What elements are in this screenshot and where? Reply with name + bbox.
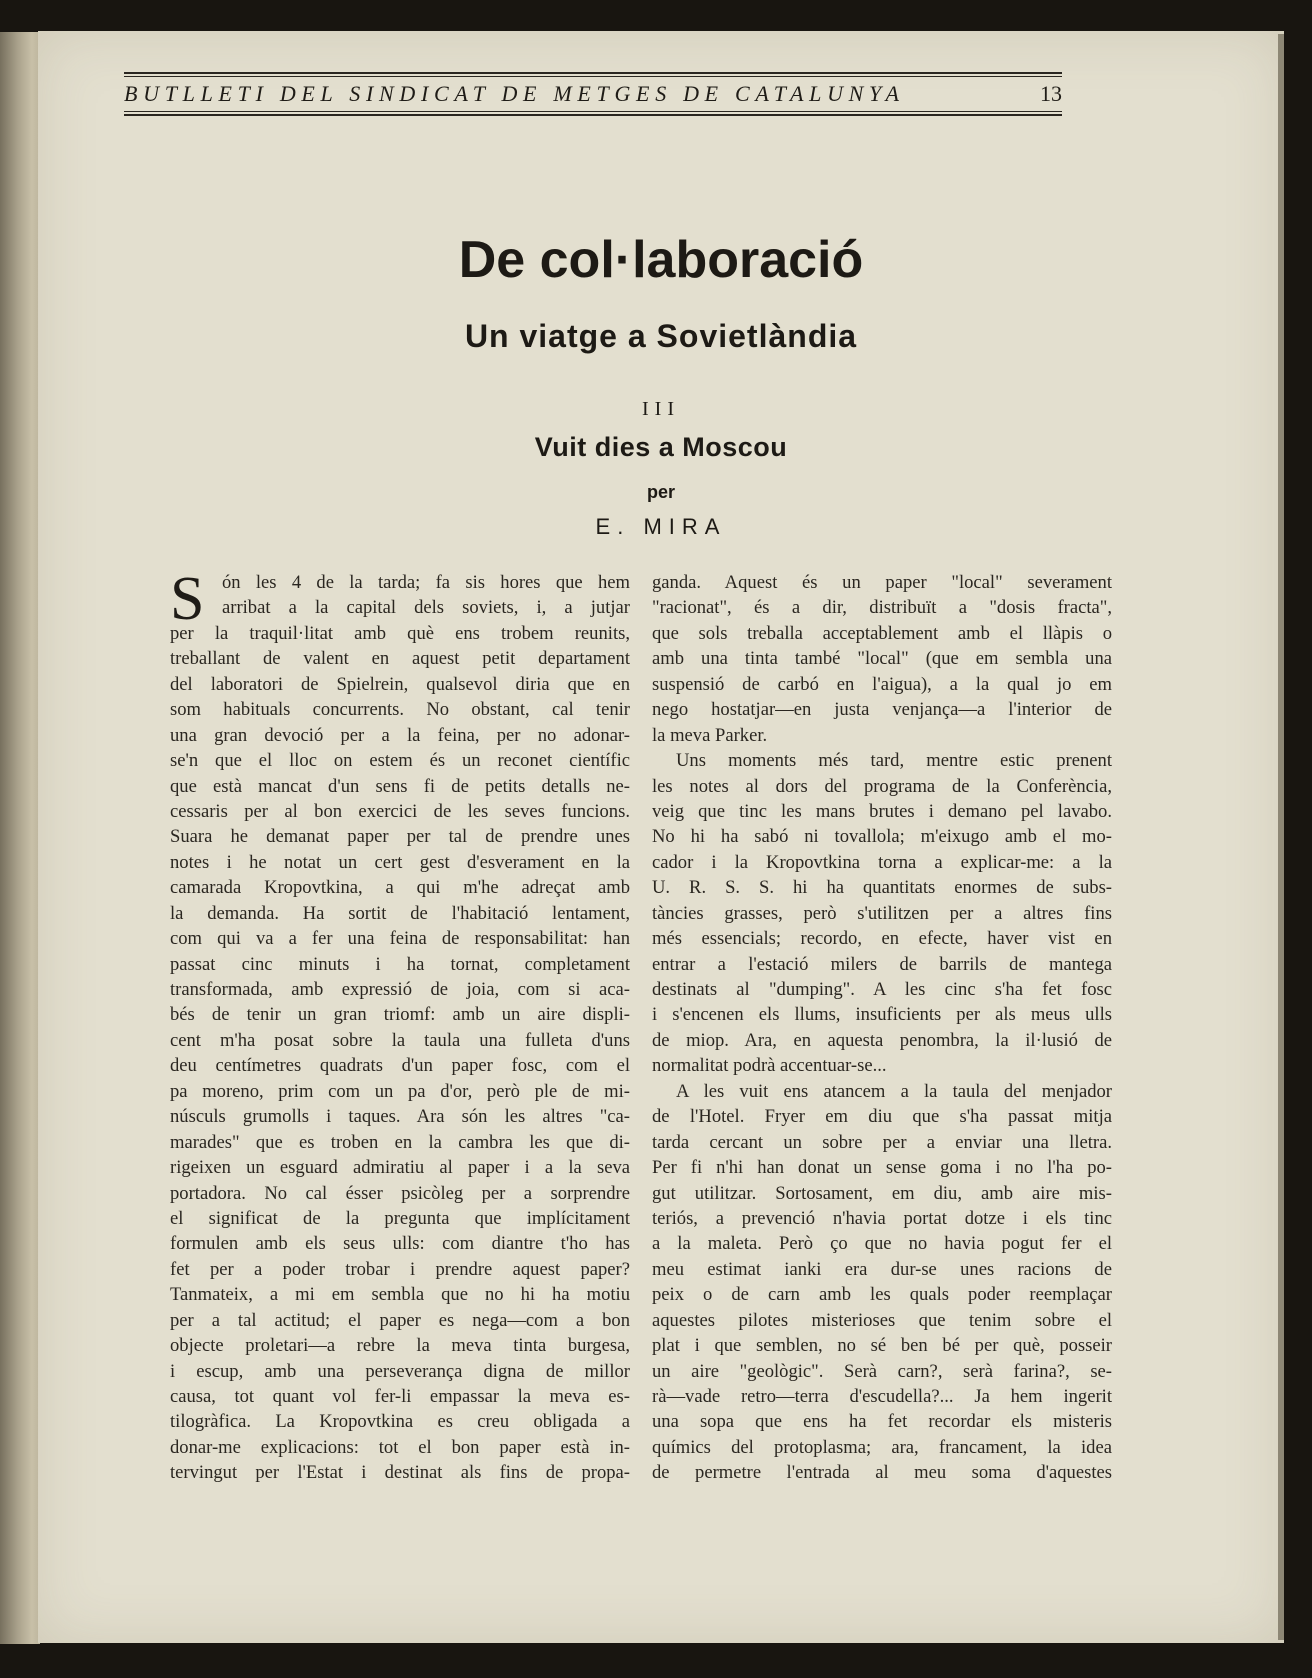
text-line: cessaris per al bon exercici de les seves funcions. xyxy=(170,800,630,822)
text-line: un aire "geològic". Serà carn?, serà farina?, se- xyxy=(652,1360,1112,1382)
text-line: portadora. No cal ésser psicòleg per a sorprendre xyxy=(170,1182,630,1204)
text-line: meu estimat ianki era dur-se unes racions de xyxy=(652,1258,1112,1280)
text-line: transformada, amb expressió de joia, com si aca- xyxy=(170,979,630,1000)
text-line: se'n que el lloc on estem és un reconet científic xyxy=(170,750,630,772)
part-number: III xyxy=(642,398,680,420)
text-line: veig que tinc les mans brutes i demano pel lavabo. xyxy=(652,800,1112,822)
drop-cap: S xyxy=(170,565,205,633)
text-line: bés de tenir un gran triomf: amb un aire displi- xyxy=(170,1004,630,1026)
text-line: la demanda. Ha sortit de l'habitació lentament, xyxy=(170,902,630,924)
text-line: amb una tinta també "local" (que em sembla una xyxy=(652,648,1112,670)
text-line: ón les 4 de la tarda; fa sis hores que hem xyxy=(222,572,630,593)
running-header xyxy=(124,72,1062,116)
text-line: cador i la Kropovtkina torna a explicar-me: a la xyxy=(652,851,1112,873)
text-line: "racionat", és a dir, distribuït a "dosis fracta", xyxy=(652,597,1112,619)
text-line: A les vuit ens atancem a la taula del menjador xyxy=(676,1080,1112,1102)
text-line: som habituals concurrents. No obstant, cal tenir xyxy=(170,699,630,721)
text-line: Per fi n'hi han donat un sense goma i no l'ha po- xyxy=(652,1157,1112,1179)
text-line: Uns moments més tard, mentre estic prenent xyxy=(676,750,1112,772)
text-line: U. R. S. S. hi ha quantitats enormes de subs- xyxy=(652,877,1112,899)
text-line: tilogràfica. La Kropovtkina es creu obligada a xyxy=(170,1411,630,1433)
text-line: rigeixen un esguard admiratiu al paper i a la seva xyxy=(170,1157,630,1179)
text-line: plat i que semblen, no sé ben bé per què, posseir xyxy=(652,1335,1112,1357)
text-line: una sopa que ens ha fet recordar els misteris xyxy=(652,1411,1112,1433)
text-line: més essencials; recordo, en efecte, haver vist en xyxy=(652,928,1112,950)
text-line: arribat a la capital dels soviets, i, a jutjar xyxy=(222,597,630,619)
part-title: Vuit dies a Moscou xyxy=(534,432,788,462)
text-line: aquestes pilotes misterioses que tenim sobre el xyxy=(652,1309,1112,1331)
text-line: entrar a l'estació milers de barrils de mantega xyxy=(652,953,1112,975)
text-line: nego hostatjar—en justa venjança—a l'interior de xyxy=(652,699,1112,721)
text-line: gut utilitzar. Sortosament, em diu, amb aire mis- xyxy=(652,1182,1112,1204)
text-line: ganda. Aquest és un paper "local" severament xyxy=(652,572,1112,593)
text-line: destinats al "dumping". A les cinc s'ha fet fosc xyxy=(652,979,1112,1000)
text-line: les notes al dors del programa de la Conferència, xyxy=(652,775,1112,797)
text-line: causa, tot quant vol fer-li empassar la meva es- xyxy=(170,1386,630,1407)
header-bottom-rule xyxy=(124,114,1062,116)
text-line: normalitat podrà accentuar-se... xyxy=(652,1055,887,1077)
text-line: de l'Hotel. Fryer em diu que s'ha passat mitja xyxy=(652,1106,1112,1128)
text-line: de permetre l'entrada al meu soma d'aquestes xyxy=(652,1462,1112,1484)
text-line: suspensió de carbó en l'aigua), a la qual jo em xyxy=(652,673,1112,695)
text-line: tarda cercant un sobre per a enviar una lletra. xyxy=(652,1131,1112,1153)
text-line: químics del protoplasma; ara, francament, la idea xyxy=(652,1436,1112,1458)
running-head: BUTLLETI DEL SINDICAT DE METGES DE CATALUNYA xyxy=(124,81,905,106)
text-line: fet per a poder trobar i prendre aquest paper? xyxy=(170,1258,630,1280)
text-line: de miop. Ara, en aquesta penombra, la il·lusió de xyxy=(652,1029,1112,1051)
text-line: objecte proletari—a rebre la meva tinta burgesa, xyxy=(170,1335,630,1357)
text-line: Suara he demanat paper per tal de prendre unes xyxy=(170,826,630,848)
text-line: No hi ha sabó ni tovallola; m'eixugo amb el mo- xyxy=(652,826,1112,848)
text-line: del laboratori de Spielrein, qualsevol diria que en xyxy=(170,673,630,695)
text-column-right xyxy=(652,570,1112,1486)
author-name: E. MIRA xyxy=(595,514,727,539)
text-line: per a tal actitud; el paper es nega—com a bon xyxy=(170,1309,630,1331)
text-line: teriós, a prevenció n'havia portat dotze i els tinc xyxy=(652,1207,1112,1229)
text-line: i s'encenen els llums, insuficients per als meus ulls xyxy=(652,1004,1112,1026)
text-line: una gran devoció per a la feina, per no adonar- xyxy=(170,724,630,746)
article-title: Un viatge a Sovietlàndia xyxy=(464,318,858,354)
text-line: treballant de valent en aquest petit departament xyxy=(170,648,630,670)
text-line: Tanmateix, a mi em sembla que no hi ha motiu xyxy=(170,1284,630,1306)
book-spine xyxy=(0,32,40,1644)
text-line: camarada Kropovtkina, a qui m'he adreçat amb xyxy=(170,877,630,899)
text-line: per la traquil·litat amb què ens trobem reunits, xyxy=(170,622,630,644)
text-line: núsculs grumolls i taques. Ara són les altres "ca- xyxy=(170,1106,630,1128)
text-line: peix o de carn amb les quals poder reemplaçar xyxy=(652,1284,1112,1306)
byline-label: per xyxy=(646,482,675,502)
text-line: que sols treballa acceptablement amb el llàpis o xyxy=(652,622,1112,644)
text-line: marades" que es troben en la cambra les que di- xyxy=(170,1131,630,1153)
section-title: De col·laboració xyxy=(458,231,864,289)
text-line: el significat de la pregunta que implícitament xyxy=(170,1207,630,1229)
text-line: deu centímetres quadrats d'un paper fosc, com el xyxy=(170,1055,630,1077)
text-line: tervingut per l'Estat i destinat als fins de propa- xyxy=(170,1462,630,1484)
text-line: passat cinc minuts i ha tornat, completament xyxy=(170,953,630,975)
page-number: 13 xyxy=(1040,81,1062,106)
text-line: donar-me explicacions: tot el bon paper està in- xyxy=(170,1436,630,1458)
text-line: formulen amb els seus ulls: com diantre t'ho has xyxy=(170,1233,630,1255)
text-line: notes i he notat un cert gest d'esverament en la xyxy=(170,851,630,873)
text-line: a la maleta. Però ço que no havia pogut fer el xyxy=(652,1233,1112,1255)
text-line: pa moreno, prim com un pa d'or, però ple de mi- xyxy=(170,1080,630,1102)
text-line: i escup, amb una perseverança digna de millor xyxy=(170,1360,630,1382)
text-line: cent m'ha posat sobre la taula una fulleta d'uns xyxy=(170,1029,630,1051)
text-line: rà—vade retro—terra d'escudella?... Ja hem ingerit xyxy=(652,1386,1112,1407)
text-line: com qui va a fer una feina de responsabilitat: han xyxy=(170,928,630,950)
text-column-left xyxy=(170,565,630,1486)
text-line: tàncies grasses, però s'utilitzen per a altres fins xyxy=(652,902,1112,924)
text-line: que està mancat d'un sens fi de petits detalls ne- xyxy=(170,775,630,797)
text-line: la meva Parker. xyxy=(652,724,768,746)
